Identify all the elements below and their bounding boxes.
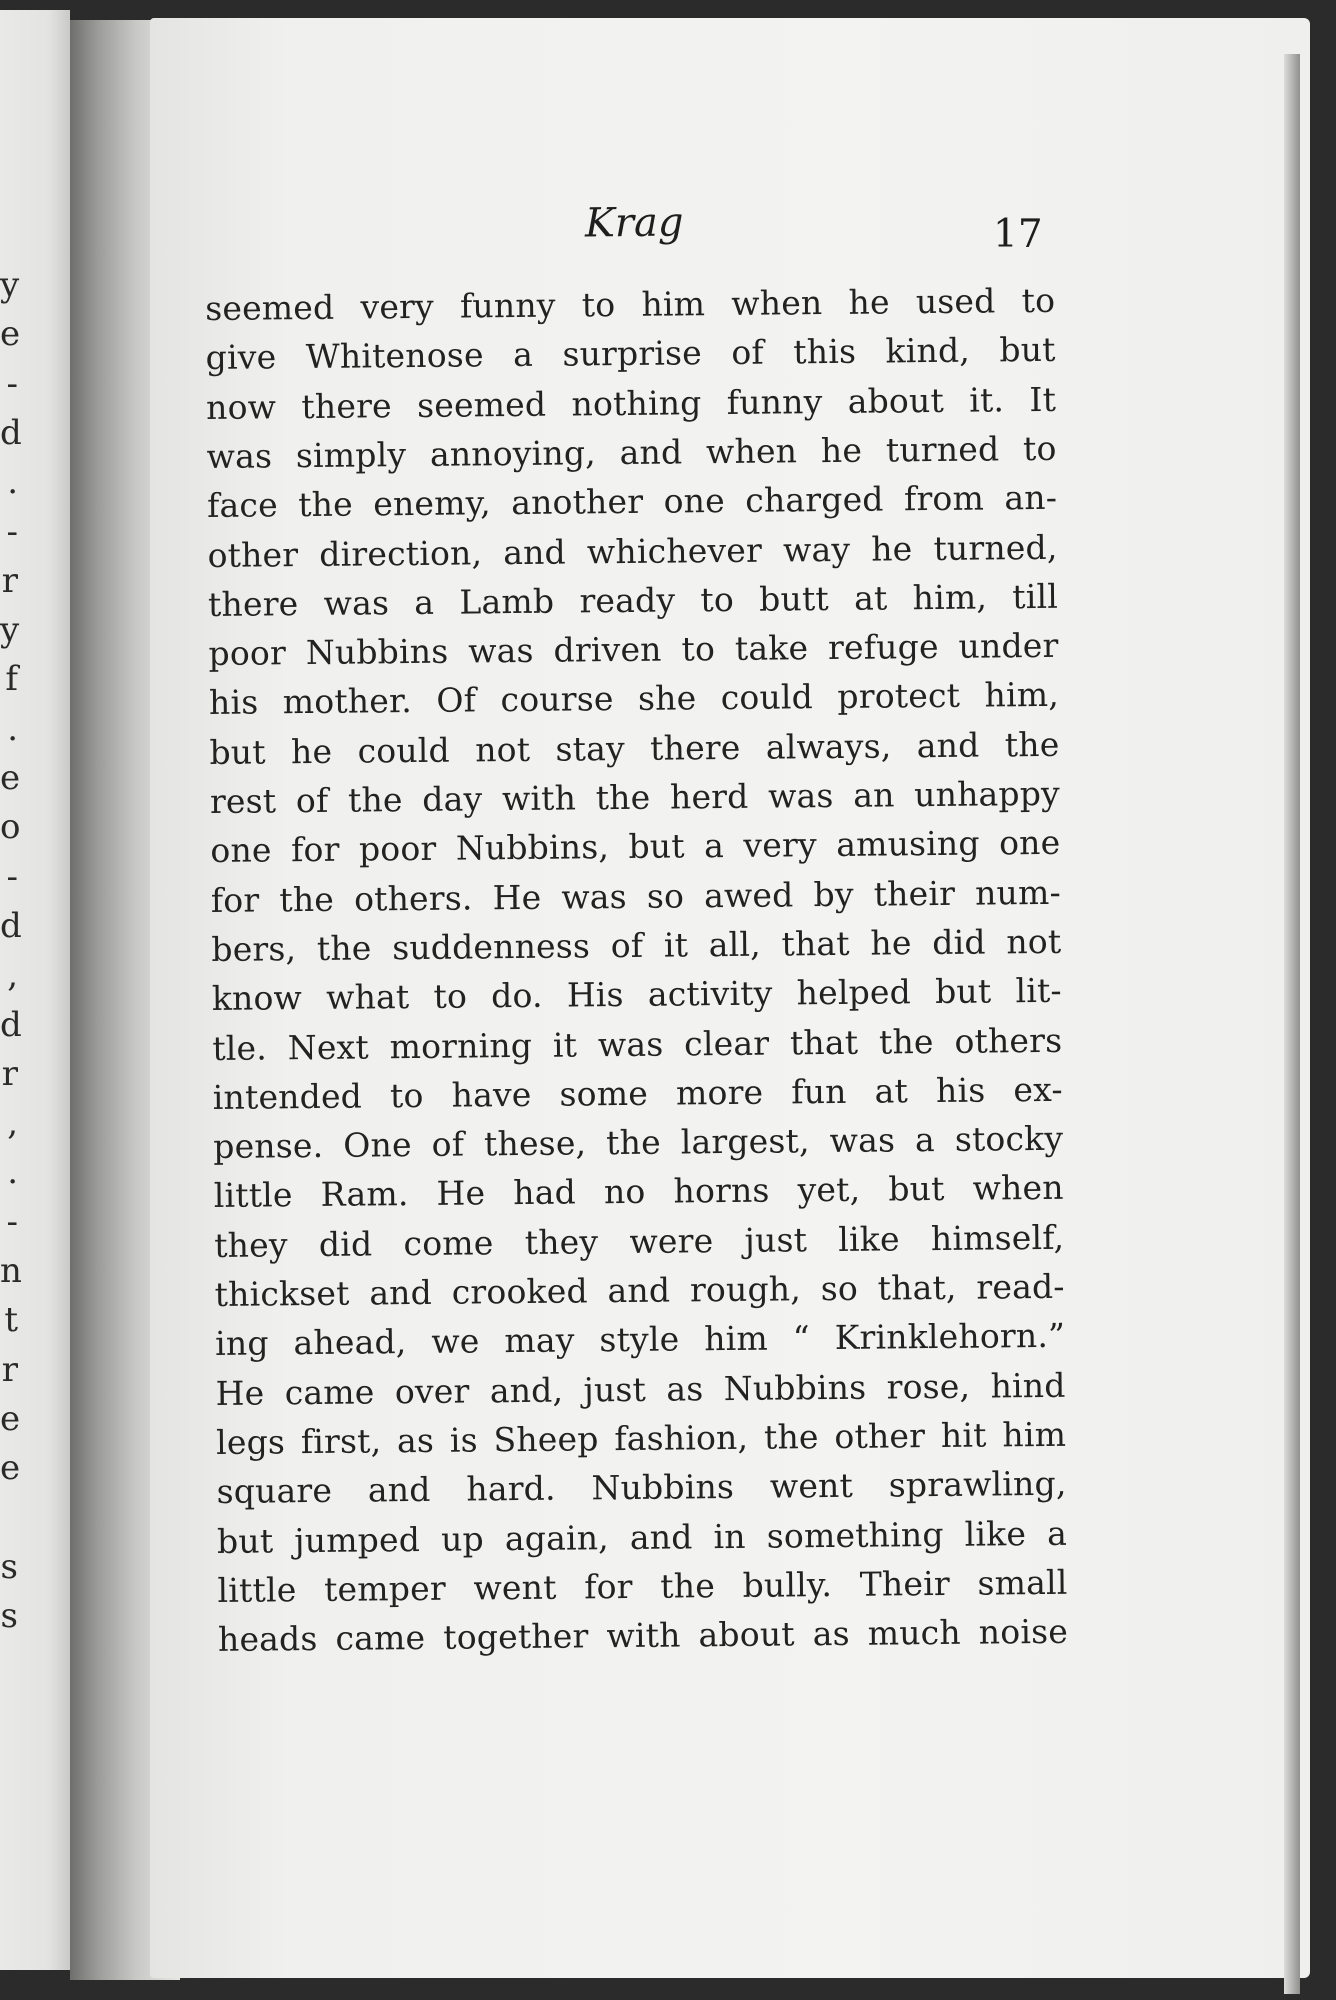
edge-char: y bbox=[0, 265, 20, 305]
edge-char: t bbox=[4, 1300, 18, 1341]
edge-char: n bbox=[0, 1251, 22, 1291]
edge-char: y bbox=[0, 610, 20, 651]
text-line: pense. One of these, the largest, was a stocky bbox=[213, 1118, 1064, 1167]
edge-char: . bbox=[7, 462, 18, 503]
text-line: know what to do. His activity helped but lit- bbox=[211, 970, 1062, 1019]
edge-char: - bbox=[6, 856, 18, 897]
edge-char: s bbox=[0, 1546, 18, 1587]
text-line: poor Nubbins was driven to take refuge under bbox=[208, 625, 1059, 674]
edge-char: e bbox=[0, 1398, 21, 1439]
text-line: ing ahead, we may style him “ Krinklehorn.” bbox=[214, 1316, 1066, 1364]
text-line: there was a Lamb ready to butt at him, till bbox=[207, 576, 1059, 624]
text-line: for the others. He was so awed by their num- bbox=[210, 872, 1062, 920]
edge-char: d bbox=[0, 412, 22, 453]
text-line: but jumped up again, and in something like a bbox=[216, 1513, 1068, 1561]
edge-char: - bbox=[6, 1201, 18, 1242]
edge-char: , bbox=[7, 955, 18, 996]
text-line: little Ram. He had no horns yet, but when bbox=[213, 1168, 1064, 1216]
edge-char: s bbox=[0, 1596, 18, 1637]
page-edge-shadow bbox=[1284, 54, 1300, 1994]
text-line: give Whitenose a surprise of this kind, but bbox=[205, 330, 1056, 378]
edge-char: - bbox=[6, 511, 18, 552]
text-line: seemed very funny to him when he used to bbox=[205, 280, 1056, 328]
text-line: thickset and crooked and rough, so that, read- bbox=[214, 1266, 1065, 1314]
edge-char: d bbox=[0, 905, 22, 946]
edge-char: e bbox=[0, 1448, 21, 1489]
text-line: now there seemed nothing funny about it. It bbox=[205, 379, 1057, 427]
text-line: face the enemy, another one charged from an- bbox=[206, 478, 1058, 526]
edge-char: - bbox=[6, 363, 18, 404]
edge-char: o bbox=[0, 807, 21, 848]
text-line: legs first, as is Sheep fashion, the other hit him bbox=[215, 1414, 1067, 1462]
text-line: tle. Next morning it was clear that the others bbox=[212, 1020, 1063, 1068]
text-line: they did come they were just like himself, bbox=[214, 1217, 1065, 1265]
text-line: one for poor Nubbins, but a very amusing one bbox=[210, 823, 1061, 871]
edge-char: , bbox=[7, 1103, 18, 1144]
text-line: bers, the suddenness of it all, that he did not bbox=[211, 921, 1062, 969]
previous-page-edge bbox=[0, 10, 70, 1970]
page-number: 17 bbox=[993, 212, 1043, 257]
text-line: little temper went for the bully. Their small bbox=[217, 1562, 1068, 1610]
edge-char: r bbox=[1, 560, 18, 601]
text-line: but he could not stay there always, and the bbox=[209, 724, 1060, 772]
edge-char: f bbox=[5, 659, 18, 700]
text-line: heads came together with about as much noise bbox=[217, 1611, 1069, 1660]
text-line: He came over and, just as Nubbins rose, hind bbox=[215, 1365, 1066, 1413]
text-line: other direction, and whichever way he turned, bbox=[207, 527, 1058, 575]
running-head: Krag bbox=[584, 199, 684, 247]
body-text bbox=[205, 277, 1079, 1715]
text-line: was simply annoying, and when he turned to bbox=[206, 428, 1057, 476]
text-line: intended to have some more fun at his ex- bbox=[212, 1069, 1063, 1117]
edge-char: r bbox=[1, 1053, 18, 1094]
text-line: rest of the day with the herd was an unhappy bbox=[209, 773, 1061, 821]
text-line: square and hard. Nubbins went sprawling, bbox=[216, 1463, 1067, 1512]
edge-char: . bbox=[7, 1152, 18, 1193]
edge-char: . bbox=[7, 708, 18, 749]
previous-page-text-fragments bbox=[0, 10, 70, 1970]
edge-char: e bbox=[0, 758, 21, 798]
text-line: his mother. Of course she could protect him, bbox=[208, 675, 1060, 723]
edge-char: d bbox=[0, 1004, 22, 1045]
edge-char: e bbox=[0, 314, 21, 355]
edge-char: r bbox=[1, 1349, 18, 1390]
